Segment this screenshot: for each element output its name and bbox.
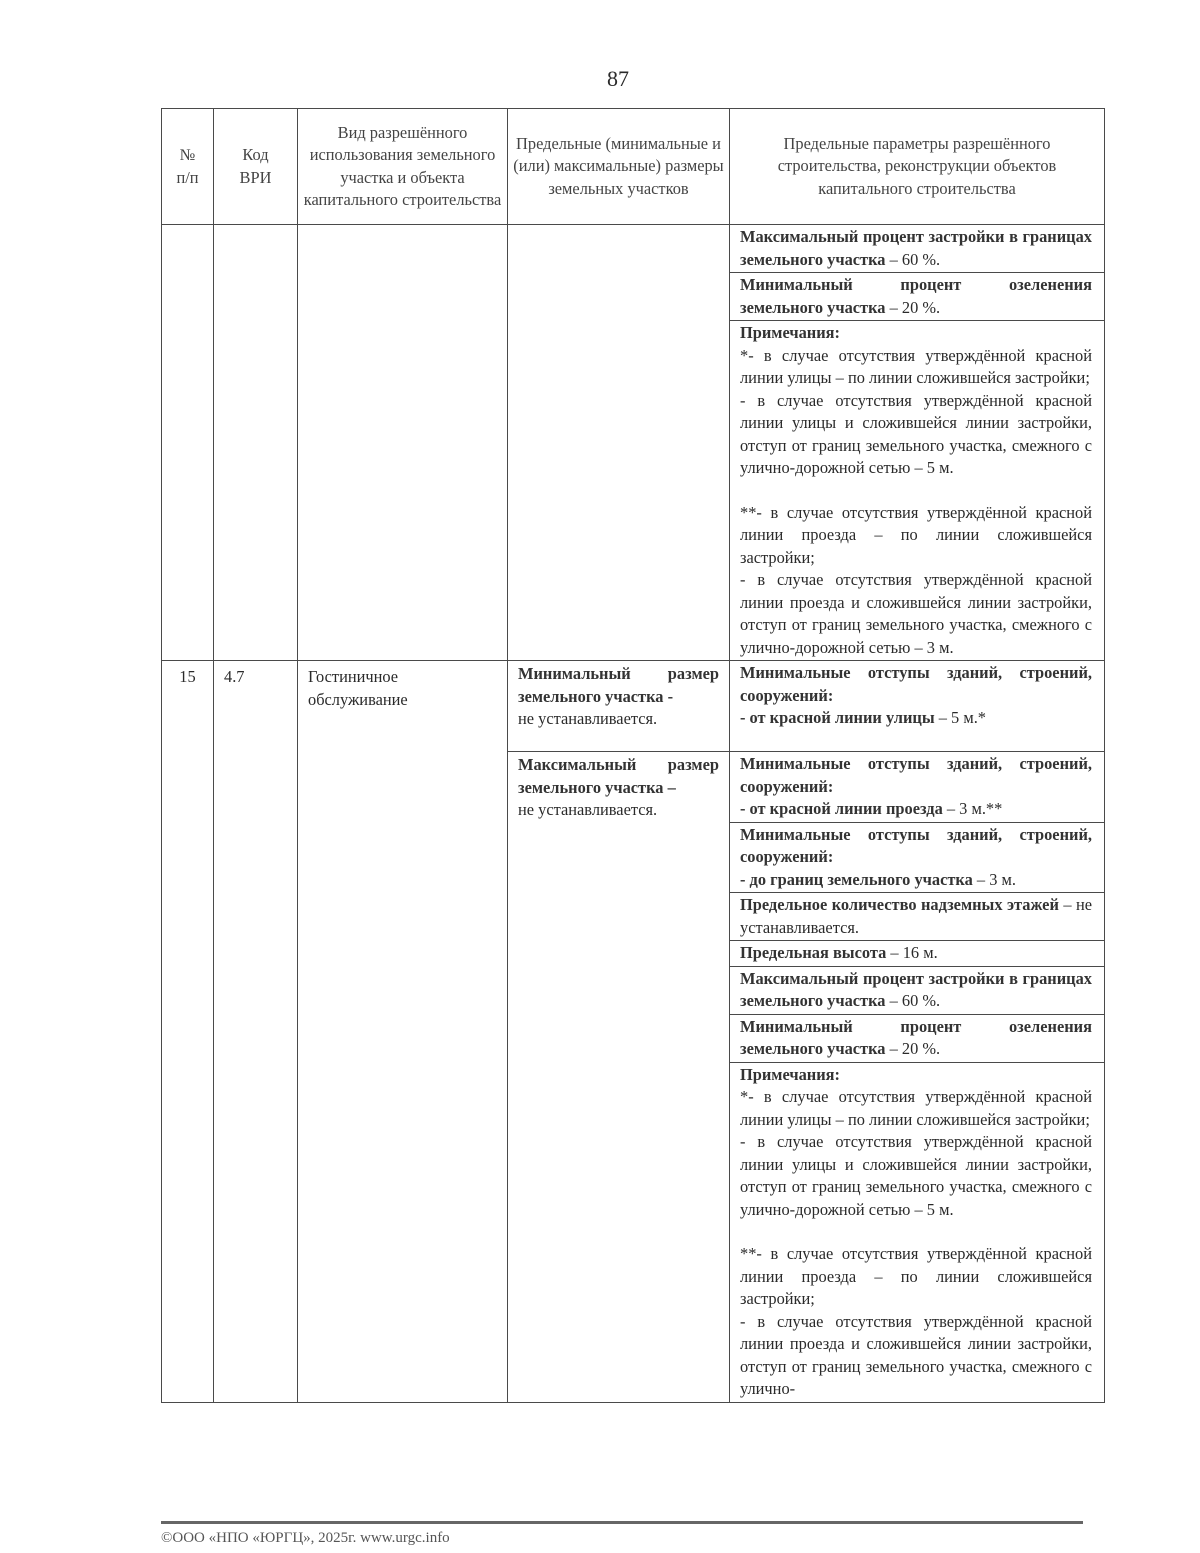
- table-header-row: [162, 109, 1105, 225]
- param-label: - от красной линии улицы: [740, 708, 935, 727]
- note-item: - в случае отсутствия утверждённой красной линии улицы и сложившейся линии застройки, отступ от границ земельного участка, смежного с улично-дорожной сетью – 5 м.: [740, 390, 1092, 477]
- param-label: Максимальный процент застройки в границах земельного участка: [740, 968, 1092, 1010]
- note-item: - в случае отсутствия утверждённой красной линии проезда и сложившейся линии застройки, отступ от границ земельного участка, смежного с улично-дорожной сетью – 3 м.: [740, 570, 1092, 657]
- param-max-building-percent: [730, 225, 1104, 272]
- note-item: *- в случае отсутствия утверждённой красной линии улицы – по линии сложившейся застройки;: [740, 345, 1092, 387]
- param-value: – 3 м.: [972, 869, 1016, 889]
- param-value: – 5 м.*: [934, 708, 986, 727]
- param-max-height: [730, 940, 1104, 966]
- table-row-continued: [162, 225, 1105, 661]
- param-value: – 20 %.: [885, 1039, 941, 1058]
- cell-sizes: [508, 661, 730, 1403]
- max-size-label: Максимальный размер земельного участка –: [518, 755, 719, 797]
- cell-num: 15: [162, 661, 214, 1403]
- param-max-building-percent: [730, 966, 1104, 1014]
- cell-code-empty: [214, 225, 298, 661]
- param-value: – 60 %.: [885, 991, 941, 1010]
- param-label: Минимальный процент озеленения земельного участка: [740, 1016, 1092, 1058]
- param-label: Предельное количество надземных этажей: [740, 895, 1059, 914]
- cell-params: [730, 225, 1105, 661]
- header-code: Код ВРИ: [214, 109, 298, 225]
- param-label: Минимальный процент озеленения земельного участка: [740, 275, 1092, 317]
- header-num: № п/п: [162, 109, 214, 225]
- param-value: – не устанавливается.: [740, 895, 1092, 937]
- cell-use-empty: [298, 225, 508, 661]
- min-size-block: [508, 661, 729, 751]
- footer-copyright: ©ООО «НПО «ЮРГЦ», 2025г. www.urgc.info: [161, 1530, 450, 1546]
- cell-use: Гостиничное обслуживание: [298, 661, 508, 1403]
- param-label: Минимальные отступы зданий, строений, сооружений:: [740, 754, 1092, 796]
- cell-params: [730, 661, 1105, 1403]
- param-label: Максимальный процент застройки в границах земельного участка: [740, 227, 1092, 269]
- param-label: Минимальные отступы зданий, строений, сооружений:: [740, 663, 1092, 705]
- cell-sizes-empty: [508, 225, 730, 661]
- param-value: – 16 м.: [886, 943, 938, 962]
- header-use: Вид разрешённого использования земельного участка и объекта капитального строительства: [298, 109, 508, 225]
- cell-code: 4.7: [214, 661, 298, 1403]
- param-value: – 3 м.**: [942, 799, 1003, 818]
- cell-num-empty: [162, 225, 214, 661]
- param-label: Предельная высота: [740, 943, 887, 962]
- max-size-block: [508, 751, 729, 824]
- notes-title: Примечания:: [740, 1064, 840, 1084]
- zoning-table: [161, 108, 1105, 1403]
- param-value: – 60 %.: [885, 249, 941, 269]
- max-size-value: не устанавливается.: [518, 800, 658, 819]
- param-floors: [730, 892, 1104, 940]
- param-min-green-percent: [730, 272, 1104, 320]
- param-value: – 20 %.: [885, 297, 941, 317]
- min-size-value: не устанавливается.: [518, 709, 658, 728]
- table-row-15: [162, 661, 1105, 1403]
- param-label: - от красной линии проезда: [740, 799, 943, 818]
- header-sizes: Предельные (минимальные и (или) максимальные) размеры земельных участков: [508, 109, 730, 225]
- notes-block: [730, 320, 1104, 660]
- note-item: - в случае отсутствия утверждённой красной линии улицы и сложившейся линии застройки, отступ от границ земельного участка, смежного с улично-дорожной сетью – 5 м.: [740, 1132, 1092, 1219]
- param-setback-passage: [730, 751, 1104, 822]
- param-label: - до границ земельного участка: [740, 869, 973, 889]
- note-item: **- в случае отсутствия утверждённой красной линии проезда – по линии сложившейся застройки;: [740, 1244, 1092, 1308]
- param-label: Минимальные отступы зданий, строений, сооружений:: [740, 824, 1092, 866]
- note-item: - в случае отсутствия утверждённой красной линии проезда и сложившейся линии застройки, отступ от границ земельного участка, смежного с улично-: [740, 1311, 1092, 1398]
- header-params: Предельные параметры разрешённого строительства, реконструкции объектов капитального строительства: [730, 109, 1105, 225]
- notes-block: [730, 1062, 1104, 1402]
- note-item: *- в случае отсутствия утверждённой красной линии улицы – по линии сложившейся застройки;: [740, 1087, 1092, 1129]
- page-number: 87: [607, 66, 629, 91]
- notes-title: Примечания:: [740, 323, 840, 342]
- param-setback-street: [730, 661, 1104, 751]
- min-size-label: Минимальный размер земельного участка -: [518, 664, 719, 706]
- param-setback-boundary: [730, 822, 1104, 893]
- param-min-green-percent: [730, 1014, 1104, 1062]
- footer-rule: [161, 1521, 1083, 1524]
- note-item: **- в случае отсутствия утверждённой красной линии проезда – по линии сложившейся застройки;: [740, 502, 1092, 567]
